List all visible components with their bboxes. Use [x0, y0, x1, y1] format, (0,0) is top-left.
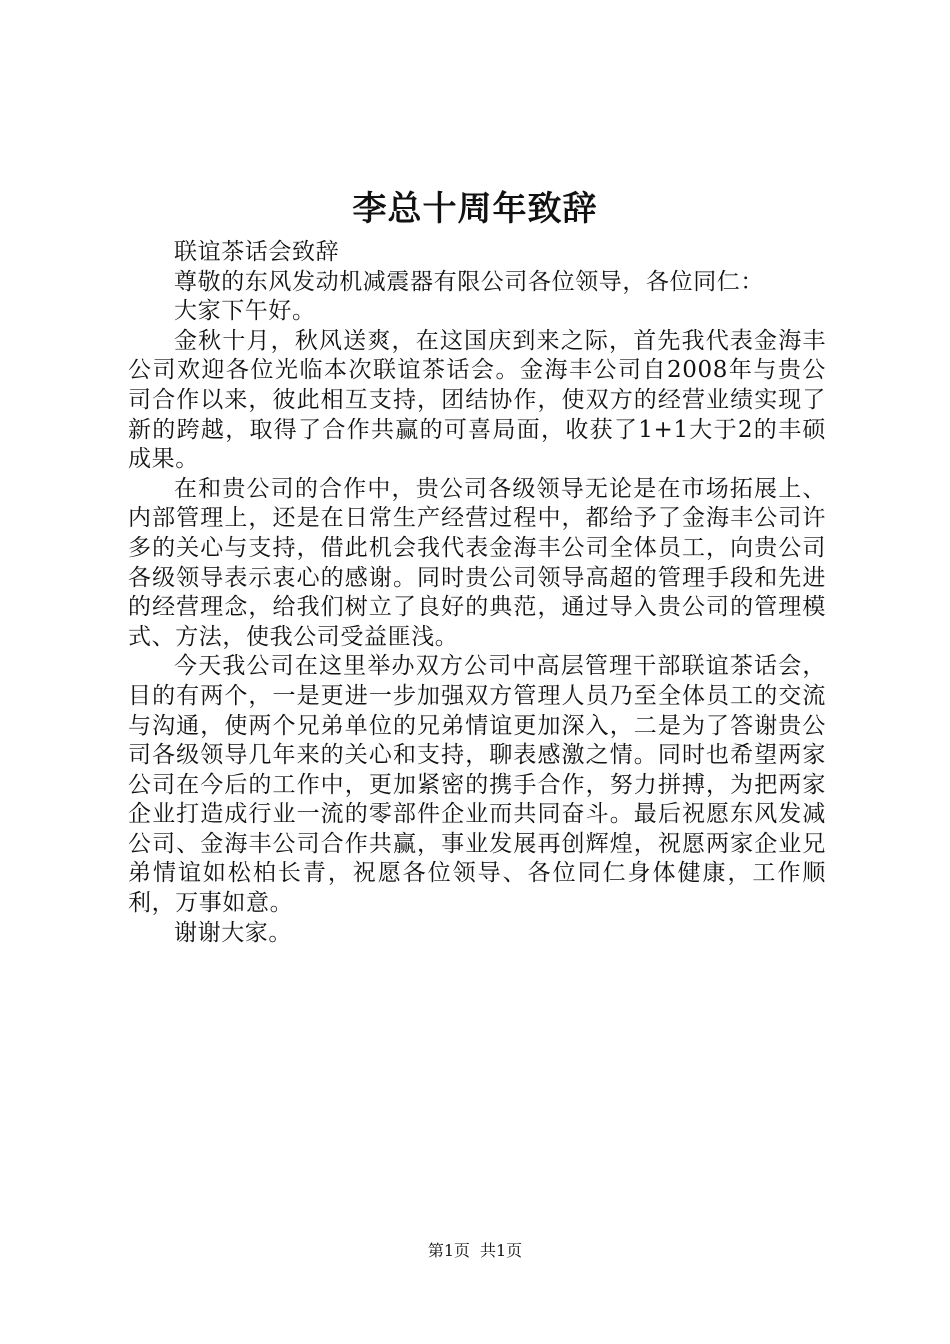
- page-footer: [0, 1240, 950, 1262]
- document-title: 李总十周年致辞: [352, 189, 598, 229]
- document-body: [128, 238, 826, 948]
- paragraph-thanks: 在和贵公司的合作中，贵公司各级领导无论是在市场拓展上、内部管理上，还是在日常生产经营过程中，都给予了金海丰公司许多的关心与支持，借此机会我代表金海丰公司全体员工，向贵公司各级领导表示衷心的感谢。同时贵公司领导高超的管理手段和先进的经营理念，给我们树立了良好的典范，通过导入贵公司的管理模式、方法，使我公司受益匪浅。: [128, 475, 826, 650]
- paragraph-welcome: 金秋十月，秋风送爽，在这国庆到来之际，首先我代表金海丰公司欢迎各位光临本次联谊茶话会。金海丰公司自2008年与贵公司合作以来，彼此相互支持，团结协作，使双方的经营业绩实现了新的跨越，取得了合作共赢的可喜局面，收获了1+1大于2的丰硕成果。: [128, 327, 826, 473]
- paragraph-salutation: 尊敬的东风发动机减震器有限公司各位领导，各位同仁：: [174, 268, 764, 295]
- page-number: 第1页: [427, 1241, 470, 1260]
- paragraph-closing: 谢谢大家。: [174, 919, 292, 946]
- paragraph-purpose: 今天我公司在这里举办双方公司中高层管理干部联谊茶话会，目的有两个，一是更进一步加强双方管理人员乃至全体员工的交流与沟通，使两个兄弟单位的兄弟情谊更加深入，二是为了答谢贵公司各级领导几年来的关心和支持，聊表感激之情。同时也希望两家公司在今后的工作中，更加紧密的携手合作，努力拼搏，为把两家企业打造成行业一流的零部件企业而共同奋斗。最后祝愿东风发减公司、金海丰公司合作共赢，事业发展再创辉煌，祝愿两家企业兄弟情谊如松柏长青，祝愿各位领导、各位同仁身体健康，工作顺利，万事如意。: [128, 653, 826, 917]
- paragraph-greeting: 大家下午好。: [174, 298, 316, 325]
- paragraph-subtitle: 联谊茶话会致辞: [174, 239, 340, 265]
- page-total: 共1页: [480, 1241, 523, 1260]
